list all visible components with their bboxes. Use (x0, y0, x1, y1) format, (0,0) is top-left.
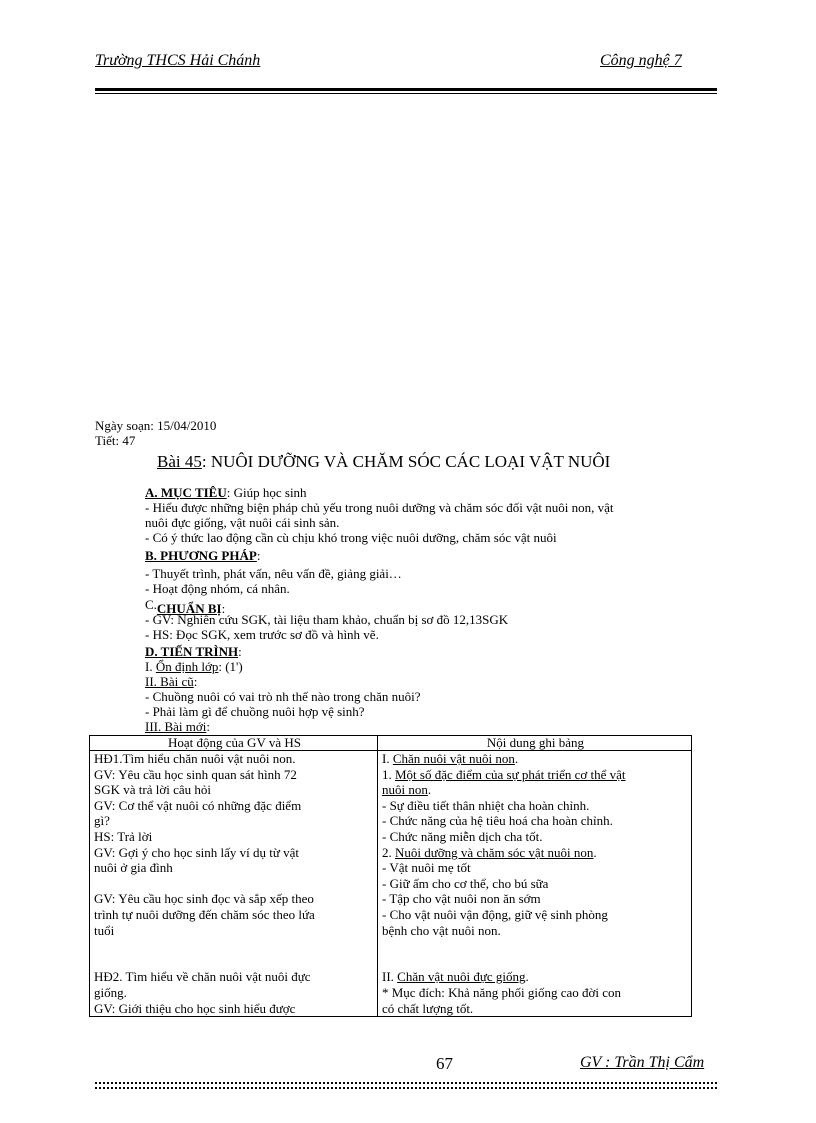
activity-line: nuôi ở gia đình (94, 860, 173, 876)
step-ii-label: II. Bài cũ (145, 674, 194, 689)
section-b-rest: : (256, 548, 261, 563)
content-line: - Cho vật nuôi vận động, giữ vệ sinh phòng (382, 906, 608, 922)
content-heading-label: Chăn vật nuôi đực giống (397, 969, 526, 985)
activity-line: GV: Yêu cầu học sinh quan sát hình 72 (94, 766, 297, 782)
activities-cell (90, 751, 378, 1017)
date-line: Ngày soạn: 15/04/2010 (95, 418, 217, 433)
activity-line: SGK và trả lời câu hỏi (94, 782, 211, 798)
content-heading-ii (382, 969, 689, 985)
content-suffix: . (525, 969, 529, 985)
lesson-label: Bài 45 (157, 452, 202, 471)
step-i-prefix: I. (145, 659, 156, 674)
content-line: - Chức năng miễn dịch cha tốt. (382, 828, 543, 844)
activity-line: GV: Cơ thể vật nuôi có những đặc điểm (94, 797, 302, 813)
activity-line: giống. (94, 984, 127, 1000)
section-a-label: A. MỤC TIÊU (145, 485, 227, 500)
content-prefix: 1. (382, 766, 395, 782)
table-header-row (90, 736, 692, 751)
activity-line: trình tự nuôi dưỡng đến chăm sóc theo lứa (94, 906, 315, 922)
section-c-heading (145, 597, 226, 616)
section-c-label: CHUẨN BỊ (156, 601, 222, 616)
step-iii-label: III. Bài mới (145, 719, 207, 734)
table-row (90, 751, 692, 1017)
content-cell (378, 751, 692, 1017)
period-line: Tiết: 47 (95, 433, 136, 448)
table-header-content: Nội dung ghi bảng (378, 736, 692, 751)
content-line: - Vật nuôi mẹ tốt (382, 860, 471, 876)
subject-name: Công nghệ 7 (600, 52, 682, 69)
content-heading-label: Chăn nuôi vật nuôi non (392, 751, 515, 766)
header-rule-thin (95, 93, 717, 94)
spacer (382, 938, 689, 954)
content-prefix: II. (382, 969, 398, 985)
spacer (94, 954, 375, 970)
section-a-line1: - Hiểu được những biện pháp chủ yếu trong nuôi dưỡng và chăm sóc đối vật nuôi non, vật (145, 500, 614, 515)
spacer (382, 954, 689, 970)
content-line: - Sự điều tiết thân nhiệt cha hoàn chỉnh. (382, 797, 590, 813)
section-a-line2: nuôi đực giống, vật nuôi cái sinh sản. (145, 515, 340, 530)
section-d-heading (145, 644, 242, 659)
lesson-table (89, 735, 692, 1017)
section-c-rest: : (221, 601, 226, 616)
content-line: có chất lượng tốt. (382, 1000, 474, 1016)
step-ii-rest: : (193, 674, 198, 689)
content-suffix: . (593, 844, 597, 860)
content-line: * Mục đích: Khả năng phối giống cao đời con (382, 984, 622, 1000)
step-ii (145, 674, 197, 689)
step-i-rest: : (1') (218, 659, 243, 674)
section-b-line2: - Hoạt động nhóm, cá nhân. (145, 581, 290, 596)
activity-line: HĐ2. Tìm hiểu về chăn nuôi vật nuôi đực (94, 969, 311, 985)
step-iii-rest: : (206, 719, 211, 734)
content-subheading-1 (382, 767, 689, 783)
header-rule-thick (95, 88, 717, 91)
activity-line: GV: Giới thiệu cho học sinh hiểu được (94, 1000, 296, 1016)
activity-line: HĐ1.Tìm hiểu chăn nuôi vật nuôi non. (94, 751, 296, 766)
content-heading-i (382, 751, 689, 767)
lesson-title-text: : NUÔI DƯỠNG VÀ CHĂM SÓC CÁC LOẠI VẬT NUÔI (201, 452, 611, 471)
page-number: 67 (436, 1054, 453, 1073)
section-b-line1: - Thuyết trình, phát vấn, nêu vấn đề, giảng giải… (145, 566, 402, 581)
footer-dotted-rule (95, 1087, 717, 1089)
teacher-name: GV : Trần Thị Cẩm (580, 1054, 705, 1071)
footer-dotted-rule (95, 1082, 717, 1084)
step-iii (145, 719, 210, 734)
content-subheading-label: Một số đặc điểm của sự phát triển cơ thể vật (395, 766, 626, 782)
activity-line: GV: Yêu cầu học sinh đọc và sắp xếp theo (94, 891, 314, 907)
activity-line: HS: Trả lời (94, 828, 153, 844)
table-header-activities: Hoạt động của GV và HS (90, 736, 378, 751)
step-ii-question1: - Chuồng nuôi có vai trò nh thế nào trong chăn nuôi? (145, 689, 421, 704)
section-c-line2: - HS: Đọc SGK, xem trước sơ đồ và hình vẽ. (145, 627, 379, 642)
content-line: - Giữ ấm cho cơ thể, cho bú sữa (382, 875, 549, 891)
activity-line: gì? (94, 813, 110, 829)
school-name: Trường THCS Hải Chánh (95, 52, 261, 69)
spacer (94, 876, 375, 892)
content-subheading-2 (382, 845, 689, 861)
step-i-label: Ổn định lớp (155, 659, 219, 674)
section-d-rest: : (238, 644, 242, 659)
lesson-title (157, 452, 610, 472)
section-a-rest: : Giúp học sinh (226, 485, 307, 500)
content-line: - Tập cho vật nuôi non ăn sớm (382, 891, 541, 907)
section-b-label: B. PHƯƠNG PHÁP (145, 548, 257, 563)
spacer (94, 938, 375, 954)
section-d-label: D. TIẾN TRÌNH (145, 644, 239, 659)
content-prefix: I. (382, 751, 393, 766)
section-a-heading (145, 485, 307, 500)
activity-line: GV: Gợi ý cho học sinh lấy ví dụ từ vật (94, 844, 300, 860)
content-suffix: . (427, 782, 432, 798)
step-ii-question2: - Phải làm gì để chuồng nuôi hợp vệ sinh? (145, 704, 365, 719)
section-a-line3: - Có ý thức lao động cần cù chịu khó trong việc nuôi dưỡng, chăm sóc vật nuôi (145, 530, 557, 545)
content-subheading-label: Nuôi dưỡng và chăm sóc vật nuôi non (395, 844, 594, 860)
content-line: bệnh cho vật nuôi non. (382, 922, 501, 938)
section-c-line1: - GV: Nghiên cứu SGK, tài liệu tham khảo, chuẩn bị sơ đồ 12,13SGK (145, 612, 509, 627)
step-i (145, 659, 243, 674)
content-subheading-1-cont (382, 782, 689, 798)
section-c-prefix: C. (145, 597, 157, 612)
content-suffix: . (514, 751, 519, 766)
content-line: - Chức năng của hệ tiêu hoá cha hoàn chỉnh. (382, 813, 613, 829)
content-prefix: 2. (382, 844, 395, 860)
content-subheading-label: nuôi non (382, 782, 428, 798)
section-b-heading (145, 548, 260, 563)
activity-line: tuổi (94, 922, 115, 938)
